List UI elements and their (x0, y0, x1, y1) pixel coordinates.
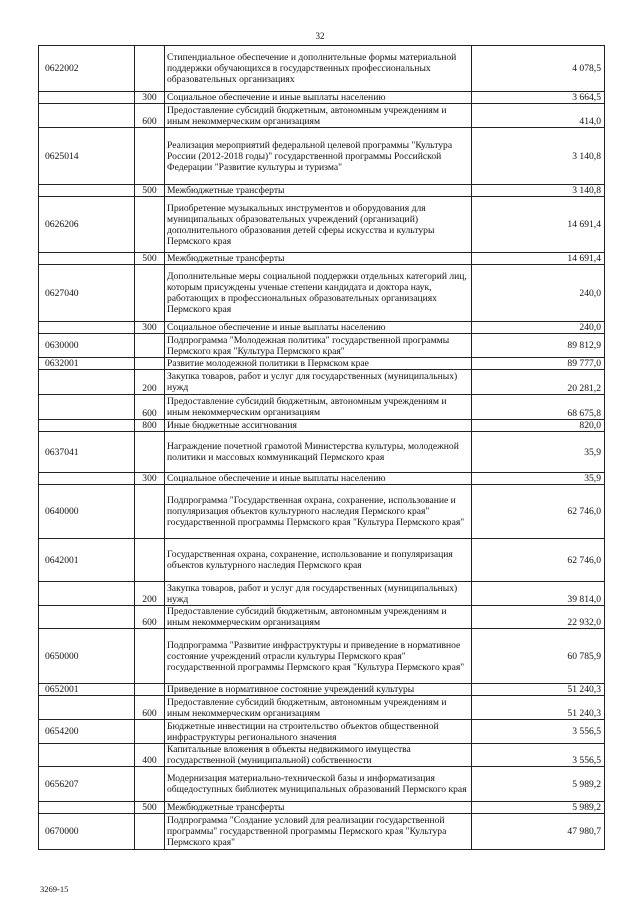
code-cell (39, 104, 135, 128)
table-row (39, 814, 605, 850)
code-cell: 0652001 (39, 684, 135, 696)
name-cell: Межбюджетные трансферты (165, 802, 472, 814)
type-cell: 800 (135, 420, 165, 432)
table-row (39, 395, 605, 420)
amount-cell: 3 664,5 (472, 92, 605, 104)
table-row (39, 334, 605, 358)
type-cell (135, 197, 165, 253)
code-cell: 0640000 (39, 485, 135, 539)
amount-cell: 89 812,9 (472, 334, 605, 358)
amount-cell: 62 746,0 (472, 539, 605, 582)
type-cell (135, 767, 165, 802)
amount-cell: 3 140,8 (472, 185, 605, 197)
code-cell (39, 582, 135, 606)
code-cell (39, 185, 135, 197)
type-cell (135, 334, 165, 358)
table-row (39, 46, 605, 92)
name-cell: Подпрограмма "Развитие инфраструктуры и приведение в нормативное состояние учреждений отрасли культуры Пермского края" государственной программы Пермского края "Культура Пермского края" (165, 629, 472, 684)
type-cell (135, 720, 165, 744)
table-row (39, 370, 605, 395)
code-cell: 0632001 (39, 358, 135, 370)
type-cell: 300 (135, 473, 165, 485)
code-cell: 0627040 (39, 265, 135, 322)
table-row (39, 720, 605, 744)
amount-cell: 68 675,8 (472, 395, 605, 420)
name-cell: Приобретение музыкальных инструментов и оборудования для муниципальных образовательных учреждений (организаций) дополнительного образования детей сферы искусства и культуры Пермского края (165, 197, 472, 253)
table-row (39, 128, 605, 185)
amount-cell: 89 777,0 (472, 358, 605, 370)
table-row (39, 684, 605, 696)
type-cell: 300 (135, 92, 165, 104)
name-cell: Предоставление субсидий бюджетным, автономным учреждениям и иным некоммерческим организациям (165, 606, 472, 629)
table-row (39, 744, 605, 767)
table-row (39, 92, 605, 104)
table-row (39, 802, 605, 814)
name-cell: Дополнительные меры социальной поддержки отдельных категорий лиц, которым присуждены ученые степени кандидата и доктора наук, работающих в профессиональных образовательных организациях Пермского края (165, 265, 472, 322)
amount-cell: 60 785,9 (472, 629, 605, 684)
type-cell (135, 485, 165, 539)
name-cell: Бюджетные инвестиции на строительство объектов общественной инфраструктуры регионального значения (165, 720, 472, 744)
type-cell (135, 265, 165, 322)
code-cell: 0626206 (39, 197, 135, 253)
name-cell: Социальное обеспечение и иные выплаты населению (165, 92, 472, 104)
amount-cell: 240,0 (472, 322, 605, 334)
code-cell (39, 744, 135, 767)
code-cell (39, 696, 135, 720)
type-cell: 500 (135, 185, 165, 197)
table-row (39, 629, 605, 684)
page-number: 32 (315, 31, 325, 41)
name-cell: Модернизация материально-технической базы и информатизация общедоступных библиотек муниципальных образований Пермского края (165, 767, 472, 802)
type-cell: 600 (135, 395, 165, 420)
code-cell: 0622002 (39, 46, 135, 92)
name-cell: Предоставление субсидий бюджетным, автономным учреждениям и иным некоммерческим организациям (165, 395, 472, 420)
code-cell: 0637041 (39, 432, 135, 473)
table-row (39, 185, 605, 197)
amount-cell: 22 932,0 (472, 606, 605, 629)
type-cell: 200 (135, 370, 165, 395)
name-cell: Предоставление субсидий бюджетным, автономным учреждениям и иным некоммерческим организациям (165, 104, 472, 128)
table-row (39, 432, 605, 473)
type-cell: 600 (135, 104, 165, 128)
table-row (39, 485, 605, 539)
code-cell (39, 473, 135, 485)
amount-cell: 51 240,3 (472, 696, 605, 720)
name-cell: Закупка товаров, работ и услуг для государственных (муниципальных) нужд (165, 582, 472, 606)
name-cell: Государственная охрана, сохранение, использование и популяризация объектов культурного наследия Пермского края (165, 539, 472, 582)
table-row (39, 253, 605, 265)
amount-cell: 3 556,5 (472, 720, 605, 744)
type-cell: 200 (135, 582, 165, 606)
amount-cell: 14 691,4 (472, 253, 605, 265)
amount-cell: 240,0 (472, 265, 605, 322)
type-cell (135, 629, 165, 684)
type-cell (135, 128, 165, 185)
code-cell (39, 802, 135, 814)
table-row (39, 265, 605, 322)
budget-table (38, 45, 605, 850)
code-cell (39, 370, 135, 395)
table-row (39, 322, 605, 334)
name-cell: Межбюджетные трансферты (165, 185, 472, 197)
name-cell: Социальное обеспечение и иные выплаты населению (165, 473, 472, 485)
name-cell: Награждение почетной грамотой Министерства культуры, молодежной политики и массовых коммуникаций Пермского края (165, 432, 472, 473)
type-cell: 600 (135, 606, 165, 629)
code-cell: 0654200 (39, 720, 135, 744)
table-row (39, 473, 605, 485)
type-cell (135, 46, 165, 92)
amount-cell: 4 078,5 (472, 46, 605, 92)
amount-cell: 35,9 (472, 473, 605, 485)
table-row (39, 767, 605, 802)
table-row (39, 197, 605, 253)
code-cell: 0625014 (39, 128, 135, 185)
amount-cell: 3 140,8 (472, 128, 605, 185)
name-cell: Межбюджетные трансферты (165, 253, 472, 265)
type-cell: 400 (135, 744, 165, 767)
name-cell: Закупка товаров, работ и услуг для государственных (муниципальных) нужд (165, 370, 472, 395)
amount-cell: 14 691,4 (472, 197, 605, 253)
name-cell: Предоставление субсидий бюджетным, автономным учреждениям и иным некоммерческим организациям (165, 696, 472, 720)
footer-code: 3269-15 (40, 884, 69, 894)
type-cell (135, 539, 165, 582)
name-cell: Капитальные вложения в объекты недвижимого имущества государственной (муниципальной) собственности (165, 744, 472, 767)
code-cell: 0670000 (39, 814, 135, 850)
amount-cell: 39 814,0 (472, 582, 605, 606)
code-cell (39, 420, 135, 432)
table-row (39, 582, 605, 606)
code-cell (39, 606, 135, 629)
amount-cell: 35,9 (472, 432, 605, 473)
amount-cell: 820,0 (472, 420, 605, 432)
name-cell: Подпрограмма "Создание условий для реализации государственной программы" государственной программы Пермского края "Культура Пермского края" (165, 814, 472, 850)
amount-cell: 20 281,2 (472, 370, 605, 395)
code-cell (39, 253, 135, 265)
name-cell: Подпрограмма "Государственная охрана, сохранение, использование и популяризация объектов культурного наследия Пермского края" государственной программы Пермского края "Культура Пермского края" (165, 485, 472, 539)
amount-cell: 3 556,5 (472, 744, 605, 767)
name-cell: Подпрограмма "Молодежная политика" государственной программы Пермского края "Культура Пермского края" (165, 334, 472, 358)
code-cell: 0642001 (39, 539, 135, 582)
type-cell (135, 432, 165, 473)
table-row (39, 606, 605, 629)
type-cell (135, 814, 165, 850)
table-row (39, 696, 605, 720)
name-cell: Приведение в нормативное состояние учреждений культуры (165, 684, 472, 696)
amount-cell: 62 746,0 (472, 485, 605, 539)
name-cell: Развитие молодежной политики в Пермском крае (165, 358, 472, 370)
type-cell: 500 (135, 802, 165, 814)
name-cell: Реализация мероприятий федеральной целевой программы "Культура России (2012-2018 годы)" государственной программы Российской Федерации "Развитие культуры и туризма" (165, 128, 472, 185)
name-cell: Иные бюджетные ассигнования (165, 420, 472, 432)
amount-cell: 5 989,2 (472, 802, 605, 814)
amount-cell: 5 989,2 (472, 767, 605, 802)
code-cell (39, 92, 135, 104)
code-cell (39, 322, 135, 334)
type-cell (135, 684, 165, 696)
type-cell (135, 358, 165, 370)
code-cell: 0650000 (39, 629, 135, 684)
table-row (39, 104, 605, 128)
type-cell: 600 (135, 696, 165, 720)
table-row (39, 420, 605, 432)
code-cell (39, 395, 135, 420)
code-cell: 0656207 (39, 767, 135, 802)
name-cell: Социальное обеспечение и иные выплаты населению (165, 322, 472, 334)
amount-cell: 47 980,7 (472, 814, 605, 850)
name-cell: Стипендиальное обеспечение и дополнительные формы материальной поддержки обучающихся в государственных профессиональных образовательных организациях (165, 46, 472, 92)
type-cell: 300 (135, 322, 165, 334)
table-row (39, 539, 605, 582)
amount-cell: 414,0 (472, 104, 605, 128)
type-cell: 500 (135, 253, 165, 265)
amount-cell: 51 240,3 (472, 684, 605, 696)
code-cell: 0630000 (39, 334, 135, 358)
table-row (39, 358, 605, 370)
